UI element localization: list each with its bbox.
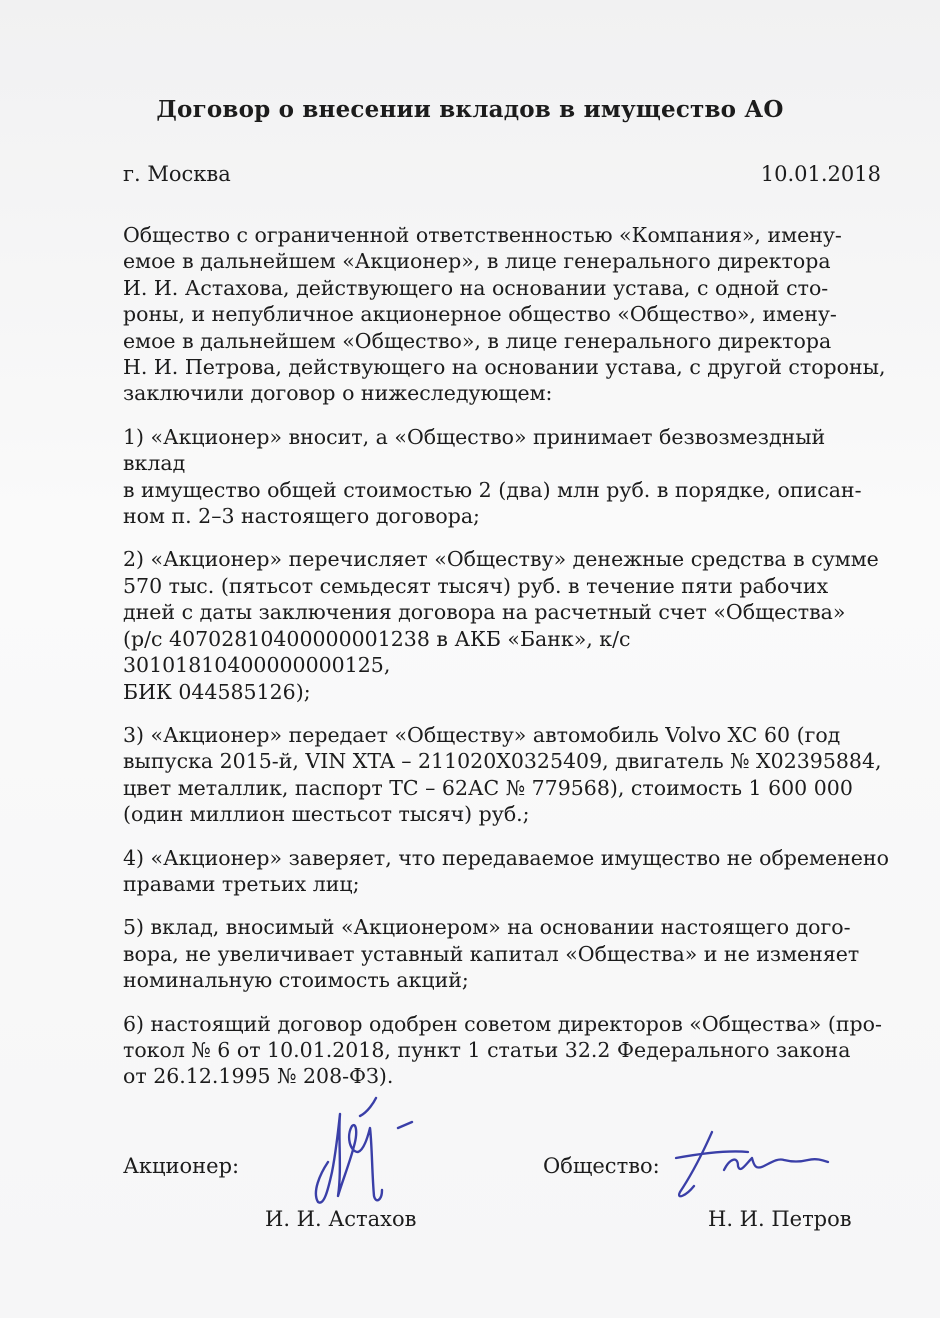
document-title: Договор о внесении вкладов в имущество АО — [156, 96, 784, 123]
clause-1: 1) «Акционер» вносит, а «Общество» принимает безвозмездный вклад в имущество общей стоимостью 2 (два) млн руб. в порядке, описан- ном п. 2–3 настоящего договора; — [123, 424, 862, 529]
contract-body — [123, 222, 893, 1107]
document-date: 10.01.2018 — [760, 162, 881, 186]
preamble-paragraph: Общество с ограниченной ответственностью «Компания», имену- емое в дальнейшем «Акционер», в лице генерального директора И. И. Астахова, действующего на основании устава, с одной сто- роны, и непубличное акционерное общество «Общество», имену- емое в дальнейшем «Общество», в лице генерального директора Н. И. Петрова, действующего на основании устава, с другой стороны, заключили договор о нижеследующем: — [123, 223, 886, 406]
company-signature — [668, 1122, 838, 1206]
document-place: г. Москва — [123, 162, 231, 186]
shareholder-label: Акционер: — [123, 1154, 240, 1178]
clause-2: 2) «Акционер» перечисляет «Обществу» денежные средства в сумме 570 тыс. (пятьсот семьдесят тысяч) руб. в течение пяти рабочих дней с даты заключения договора на расчетный счет «Общества» (р/с 40702810400000001238 в АКБ «Банк», к/с 30101810400000000125, БИК 044585126); — [123, 547, 879, 704]
clause-5: 5) вклад, вносимый «Акционером» на основании настоящего дого- вора, не увеличивает уставный капитал «Общества» и не изменяет номинальную стоимость акций; — [123, 915, 860, 993]
clause-6: 6) настоящий договор одобрен советом директоров «Общества» (про- токол № 6 от 10.01.2018, пункт 1 статьи 32.2 Федерального закона от 26.12.1995 № 208-ФЗ). — [123, 1011, 882, 1089]
clause-4: 4) «Акционер» заверяет, что передаваемое имущество не обременено правами третьих лиц; — [123, 845, 889, 896]
clause-3: 3) «Акционер» передает «Обществу» автомобиль Volvo XC 60 (год выпуска 2015-й, VIN XTA – 211020X0325409, двигатель № X02395884, цвет металлик, паспорт ТС – 62АС № 779568), стоимость 1 600 000 (один миллион шестьсот тысяч) руб.; — [123, 722, 882, 827]
shareholder-name: И. И. Астахов — [265, 1207, 417, 1231]
company-label: Общество: — [543, 1154, 660, 1178]
shareholder-signature — [298, 1092, 428, 1212]
company-name: Н. И. Петров — [708, 1207, 852, 1231]
